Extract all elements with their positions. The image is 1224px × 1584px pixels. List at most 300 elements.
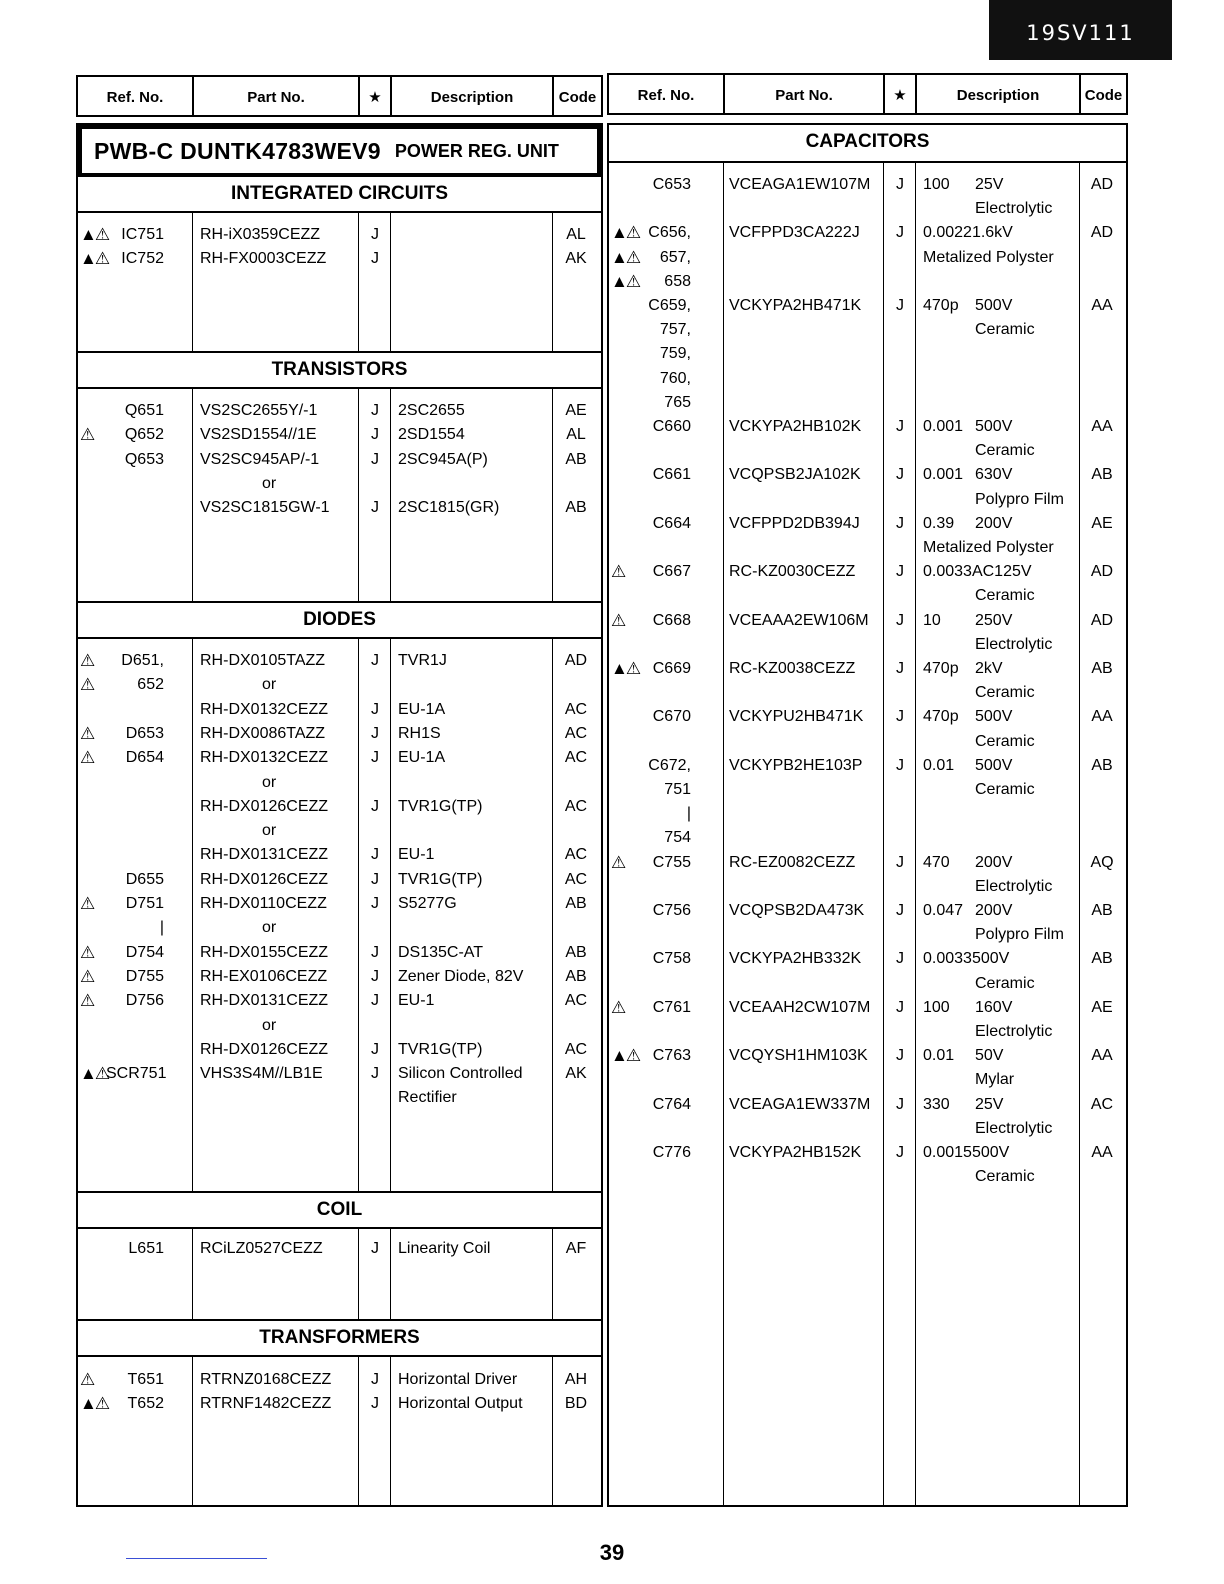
code: AQ <box>1090 853 1114 871</box>
part-row <box>78 698 601 722</box>
part-no: VCEAAA2EW106M <box>729 611 869 629</box>
part-no: VCQPSB2DA473K <box>729 902 865 919</box>
value: Metalized Polyster <box>923 248 1054 266</box>
part-no: RH-DX0126CEZZ <box>200 1040 329 1058</box>
capacitor-row <box>609 705 1126 729</box>
ref-no: 652 <box>137 676 164 694</box>
capacitor-row <box>609 609 1126 633</box>
capacitor-row <box>609 972 1126 996</box>
header-description: Description <box>956 87 1040 104</box>
right-table-body <box>607 123 1128 1507</box>
description: EU-1 <box>398 846 435 864</box>
part-no: or <box>262 1016 277 1034</box>
code: AC <box>564 797 588 815</box>
capacitor-row <box>609 246 1126 270</box>
part-no: VCKYPA2HB332K <box>729 950 862 968</box>
ref-no: T652 <box>127 1395 164 1413</box>
code: AB <box>1091 756 1113 774</box>
code: AB <box>1091 950 1113 968</box>
ref-no: C755 <box>652 853 691 871</box>
star-mark: J <box>896 297 904 314</box>
part-no: RH-DX0086TAZZ <box>200 724 326 742</box>
code: AA <box>1091 1144 1113 1161</box>
ref-no: 657, <box>659 248 691 266</box>
value: 0.01 <box>923 1047 955 1065</box>
warning-icon: ▲⚠ <box>80 249 109 269</box>
star-mark: J <box>896 466 904 484</box>
model-number-tab: 19SV111 <box>989 0 1172 60</box>
ref-no: C670 <box>652 708 691 726</box>
ref-no: C764 <box>652 1095 691 1113</box>
ref-no: D654 <box>125 749 164 767</box>
part-no: VS2SC2655Y/-1 <box>200 402 318 419</box>
warning-icon: ▲⚠ <box>80 1394 109 1414</box>
ref-no: L651 <box>128 1240 164 1257</box>
description: RH1S <box>398 724 441 742</box>
rating: Electrolytic <box>975 1023 1053 1040</box>
star-mark: J <box>371 943 379 961</box>
rating: 25V <box>975 176 1004 193</box>
capacitor-row <box>609 826 1126 850</box>
code: AL <box>566 426 586 444</box>
part-no: VS2SC945AP/-1 <box>200 450 320 468</box>
part-no: RH-EX0106CEZZ <box>200 967 328 985</box>
warning-icon: ▲⚠ <box>611 247 640 267</box>
left-table-header <box>76 75 603 117</box>
section-integrated-circuits: INTEGRATED CIRCUITS <box>78 175 601 213</box>
capacitor-row <box>609 1093 1126 1117</box>
star-mark: J <box>896 514 904 532</box>
star-mark: J <box>896 224 904 242</box>
part-no: RTRNZ0168CEZZ <box>200 1371 332 1388</box>
ref-no: 751 <box>664 781 691 798</box>
warning-icon: ⚠ <box>80 1370 94 1389</box>
part-no: RTRNF1482CEZZ <box>200 1395 332 1413</box>
description: Horizontal Output <box>398 1395 523 1413</box>
code: AF <box>565 1240 587 1257</box>
part-no: or <box>262 474 277 492</box>
code: AE <box>1091 514 1113 532</box>
description: TVR1G(TP) <box>398 870 483 888</box>
capacitor-row <box>609 947 1126 971</box>
part-no: VCQPSB2JA102K <box>729 466 861 484</box>
header-part-no: Part No. <box>775 87 833 104</box>
capacitor-row <box>609 1165 1126 1189</box>
capacitor-row <box>609 488 1126 512</box>
code: AL <box>566 226 586 243</box>
capacitor-row <box>609 1044 1126 1068</box>
warning-icon: ▲⚠ <box>611 1046 640 1066</box>
ref-no: Q653 <box>124 450 164 468</box>
part-row <box>78 472 601 496</box>
rating: Electrolytic <box>975 635 1053 653</box>
ref-no: | <box>159 919 164 937</box>
value: 10 <box>923 611 941 629</box>
rating: 500V <box>975 297 1013 314</box>
code: AE <box>1091 998 1113 1016</box>
part-no: or <box>262 773 277 791</box>
rating: Ceramic <box>975 974 1035 992</box>
value: 0.001 <box>923 418 964 435</box>
star-mark: J <box>896 563 904 581</box>
capacitor-row <box>609 415 1126 439</box>
ref-no: D756 <box>125 992 164 1010</box>
ref-no: D653 <box>125 724 164 742</box>
capacitor-row <box>609 1068 1126 1092</box>
section-coil: COIL <box>78 1191 601 1229</box>
capacitor-row <box>609 730 1126 754</box>
capacitor-row <box>609 342 1126 366</box>
section-capacitors: CAPACITORS <box>609 125 1126 163</box>
star-mark: J <box>371 797 379 815</box>
value: 0.001 <box>923 466 964 484</box>
ref-no: IC751 <box>121 226 164 243</box>
part-row <box>78 868 601 892</box>
right-table-header <box>607 73 1128 115</box>
code: AC <box>564 700 588 718</box>
header-code: Code <box>558 89 597 106</box>
part-no: VHS3S4M//LB1E <box>200 1065 323 1083</box>
description: Horizontal Driver <box>398 1371 518 1388</box>
star-mark: J <box>371 870 379 888</box>
ref-no: 658 <box>664 272 691 290</box>
part-row <box>78 1237 601 1261</box>
star-mark: J <box>371 426 379 444</box>
ref-no: Q651 <box>124 402 164 419</box>
warning-icon: ▲⚠ <box>611 659 640 678</box>
part-row <box>78 1014 601 1038</box>
description: Silicon Controlled <box>398 1065 523 1083</box>
part-row <box>78 223 601 247</box>
capacitor-row <box>609 221 1126 245</box>
capacitor-row <box>609 439 1126 463</box>
part-row <box>78 722 601 746</box>
section-transistors: TRANSISTORS <box>78 351 601 389</box>
unit-description: POWER REG. UNIT <box>394 140 559 161</box>
header-ref-no: Ref. No. <box>106 89 164 106</box>
code: AA <box>1091 1047 1113 1065</box>
header-code: Code <box>1084 87 1123 104</box>
description: EU-1 <box>398 992 435 1010</box>
code: AC <box>1090 1095 1114 1113</box>
part-no: RC-KZ0030CEZZ <box>729 563 856 581</box>
rating: Ceramic <box>975 1168 1035 1186</box>
rating: Ceramic <box>975 732 1035 750</box>
description: TVR1G(TP) <box>398 1040 483 1058</box>
rating: Electrolytic <box>975 200 1053 218</box>
rating: Polypro Film <box>975 490 1064 508</box>
part-no: or <box>262 676 277 694</box>
capacitor-row <box>609 1020 1126 1044</box>
star-mark: J <box>371 1065 379 1083</box>
code: AA <box>1091 418 1113 435</box>
code: AC <box>564 846 588 864</box>
ref-no: C672, <box>648 756 691 774</box>
right-parts-table <box>607 73 1128 1507</box>
star-mark: J <box>371 1395 379 1413</box>
star-mark: J <box>896 176 904 193</box>
warning-icon: ⚠ <box>80 651 94 670</box>
ref-no: C660 <box>652 418 691 435</box>
left-parts-table <box>76 75 603 1507</box>
code: AB <box>1091 466 1113 484</box>
description: TVR1G(TP) <box>398 797 483 815</box>
part-no: RCiLZ0527CEZZ <box>200 1240 323 1257</box>
part-row <box>78 916 601 940</box>
part-no: RC-EZ0082CEZZ <box>729 853 856 871</box>
star-mark: J <box>896 950 904 968</box>
code: AC <box>564 749 588 767</box>
capacitor-row <box>609 318 1126 342</box>
header-description: Description <box>430 89 514 106</box>
part-no: VCKYPA2HB102K <box>729 418 862 435</box>
code: AK <box>565 250 587 268</box>
ref-no: D651, <box>121 652 164 669</box>
capacitor-row <box>609 899 1126 923</box>
warning-icon: ⚠ <box>80 723 94 743</box>
code: AD <box>1090 176 1114 193</box>
star-mark: J <box>896 611 904 629</box>
value: 0.39 <box>923 514 955 532</box>
part-no: RH-DX0126CEZZ <box>200 797 329 815</box>
star-mark: J <box>371 250 379 268</box>
star-mark: J <box>896 660 904 677</box>
part-no: VS2SD1554//1E <box>200 426 317 444</box>
part-row <box>78 399 601 423</box>
value: 470p <box>923 660 959 677</box>
capacitor-row <box>609 367 1126 391</box>
part-no: RH-iX0359CEZZ <box>200 226 321 243</box>
part-no: RH-DX0126CEZZ <box>200 870 329 888</box>
part-row <box>78 892 601 916</box>
part-row <box>78 649 601 673</box>
ref-no: C667 <box>652 563 691 581</box>
part-no: VCKYPB2HE103P <box>729 756 863 774</box>
part-row <box>78 423 601 447</box>
ref-no: 759, <box>659 345 691 363</box>
part-row <box>78 247 601 271</box>
capacitor-row <box>609 463 1126 487</box>
star-mark: J <box>896 708 904 726</box>
code: AE <box>565 402 587 419</box>
value: Metalized Polyster <box>923 539 1054 556</box>
capacitor-row <box>609 391 1126 415</box>
code: AD <box>1090 563 1114 581</box>
part-no: RH-FX0003CEZZ <box>200 250 327 268</box>
section-diodes: DIODES <box>78 601 601 639</box>
section-transformers: TRANSFORMERS <box>78 1319 601 1357</box>
capacitor-row <box>609 173 1126 197</box>
description: Linearity Coil <box>398 1240 491 1257</box>
part-no: RH-DX0132CEZZ <box>200 700 329 718</box>
rating: 500V <box>975 708 1013 726</box>
ref-no: T651 <box>127 1371 164 1388</box>
part-no: RH-DX0132CEZZ <box>200 749 329 767</box>
part-no: RC-KZ0038CEZZ <box>729 660 856 677</box>
warning-icon: ⚠ <box>80 966 94 986</box>
ref-no: 757, <box>659 321 691 339</box>
part-row <box>78 1038 601 1062</box>
ref-no: C669 <box>652 660 691 677</box>
rating: 2kV <box>975 660 1003 677</box>
ref-no: | <box>686 805 691 823</box>
rating: 200V <box>975 514 1013 532</box>
star-mark: J <box>896 1144 904 1161</box>
ref-no: C758 <box>652 950 691 968</box>
capacitor-row <box>609 681 1126 705</box>
capacitor-row <box>609 996 1126 1020</box>
description: Zener Diode, 82V <box>398 967 524 985</box>
code: AB <box>565 499 587 517</box>
warning-icon: ▲⚠ <box>611 223 640 243</box>
value: 470p <box>923 297 959 314</box>
ref-no: Q652 <box>124 426 164 444</box>
code: AH <box>564 1371 588 1388</box>
ref-no: C761 <box>652 998 691 1016</box>
description: DS135C-AT <box>398 943 484 961</box>
star-mark: J <box>371 1240 379 1257</box>
capacitor-row <box>609 197 1126 221</box>
capacitor-row <box>609 802 1126 826</box>
footer-link-line <box>126 1558 267 1559</box>
warning-icon: ⚠ <box>611 562 625 582</box>
capacitor-row <box>609 851 1126 875</box>
description: 2SC1815(GR) <box>398 499 500 517</box>
part-no: VCFPPD2DB394J <box>729 514 860 532</box>
capacitor-row <box>609 270 1126 294</box>
star-mark: J <box>371 846 379 864</box>
code: AC <box>564 724 588 742</box>
value: 0.01 <box>923 756 955 774</box>
part-no: VCQYSH1HM103K <box>729 1047 868 1065</box>
capacitor-row <box>609 584 1126 608</box>
rating: Ceramic <box>975 321 1035 339</box>
star-mark: J <box>896 1095 904 1113</box>
warning-icon: ⚠ <box>80 748 94 768</box>
code: AA <box>1091 297 1113 314</box>
description: 2SD1554 <box>398 426 465 444</box>
capacitor-row <box>609 536 1126 560</box>
star-mark: J <box>896 1047 904 1065</box>
capacitor-row <box>609 778 1126 802</box>
part-no: VCEAGA1EW337M <box>729 1095 871 1113</box>
star-mark: J <box>371 992 379 1010</box>
part-row <box>78 746 601 770</box>
part-no: or <box>262 822 277 840</box>
value: 100 <box>923 998 950 1016</box>
star-mark: J <box>896 853 904 871</box>
part-no: VCEAGA1EW107M <box>729 176 871 193</box>
description: 2SC945A(P) <box>398 450 488 468</box>
header-star: ★ <box>368 89 382 106</box>
rating: 630V <box>975 466 1013 484</box>
rating: Ceramic <box>975 442 1035 460</box>
star-mark: J <box>371 402 379 419</box>
star-mark: J <box>896 902 904 919</box>
warning-icon: ⚠ <box>80 675 94 695</box>
part-row <box>78 448 601 472</box>
part-no: VCEAAH2CW107M <box>729 998 871 1016</box>
ref-no: C659, <box>648 297 691 314</box>
warning-icon: ⚠ <box>611 852 625 872</box>
part-no: VCKYPA2HB471K <box>729 297 862 314</box>
part-row <box>78 496 601 520</box>
capacitor-row <box>609 754 1126 778</box>
code: AB <box>565 895 587 912</box>
ref-no: D755 <box>125 967 164 985</box>
value: 470 <box>923 853 950 871</box>
star-mark: J <box>896 756 904 774</box>
star-mark: J <box>371 1040 379 1058</box>
ref-no: C653 <box>652 176 691 193</box>
rating: Electrolytic <box>975 877 1053 895</box>
star-mark: J <box>371 499 379 517</box>
ref-no: C664 <box>652 514 691 532</box>
code: AB <box>565 450 587 468</box>
warning-icon: ⚠ <box>611 610 625 630</box>
part-no: RH-DX0110CEZZ <box>200 895 327 912</box>
rating: 200V <box>975 902 1013 919</box>
part-row <box>78 1392 601 1416</box>
left-table-body <box>76 123 603 1507</box>
star-mark: J <box>371 895 379 912</box>
ref-no: D754 <box>125 943 164 961</box>
rating: 160V <box>975 998 1013 1016</box>
rating: 250V <box>975 611 1013 629</box>
part-no: VCKYPU2HB471K <box>729 708 864 726</box>
code: AB <box>1091 660 1113 677</box>
capacitor-row <box>609 657 1126 681</box>
capacitor-row <box>609 923 1126 947</box>
part-no: RH-DX0131CEZZ <box>200 846 329 864</box>
star-mark: J <box>371 700 379 718</box>
part-row <box>78 771 601 795</box>
part-row <box>78 965 601 989</box>
warning-icon: ⚠ <box>80 894 94 913</box>
part-row <box>78 989 601 1013</box>
ref-no: C763 <box>652 1047 691 1065</box>
code: AB <box>1091 902 1113 919</box>
description: S5277G <box>398 895 457 912</box>
value: 0.00221.6kV <box>923 224 1013 242</box>
warning-icon: ⚠ <box>80 991 94 1011</box>
value: 470p <box>923 708 959 726</box>
value: 0.0033500V <box>923 950 1010 968</box>
part-no: VCFPPD3CA222J <box>729 224 860 242</box>
ref-no: C756 <box>652 902 691 919</box>
ref-no: 765 <box>664 393 691 411</box>
value: 330 <box>923 1095 950 1113</box>
part-no: RH-DX0131CEZZ <box>200 992 329 1010</box>
ref-no: SCR751 <box>106 1065 167 1083</box>
part-row <box>78 819 601 843</box>
star-mark: J <box>371 1371 379 1388</box>
capacitor-row <box>609 512 1126 536</box>
warning-icon: ▲⚠ <box>80 1064 109 1084</box>
code: BD <box>564 1395 588 1413</box>
warning-icon: ⚠ <box>80 425 94 445</box>
page-number: 39 <box>599 1540 625 1565</box>
code: AC <box>564 992 588 1010</box>
value: 0.0033AC125V <box>923 563 1032 581</box>
capacitor-row <box>609 1117 1126 1141</box>
rating: Polypro Film <box>975 926 1064 944</box>
code: AC <box>564 1040 588 1058</box>
rating: Ceramic <box>975 684 1035 702</box>
unit-title <box>78 125 601 177</box>
star-mark: J <box>371 749 379 767</box>
value: 0.047 <box>923 902 964 919</box>
